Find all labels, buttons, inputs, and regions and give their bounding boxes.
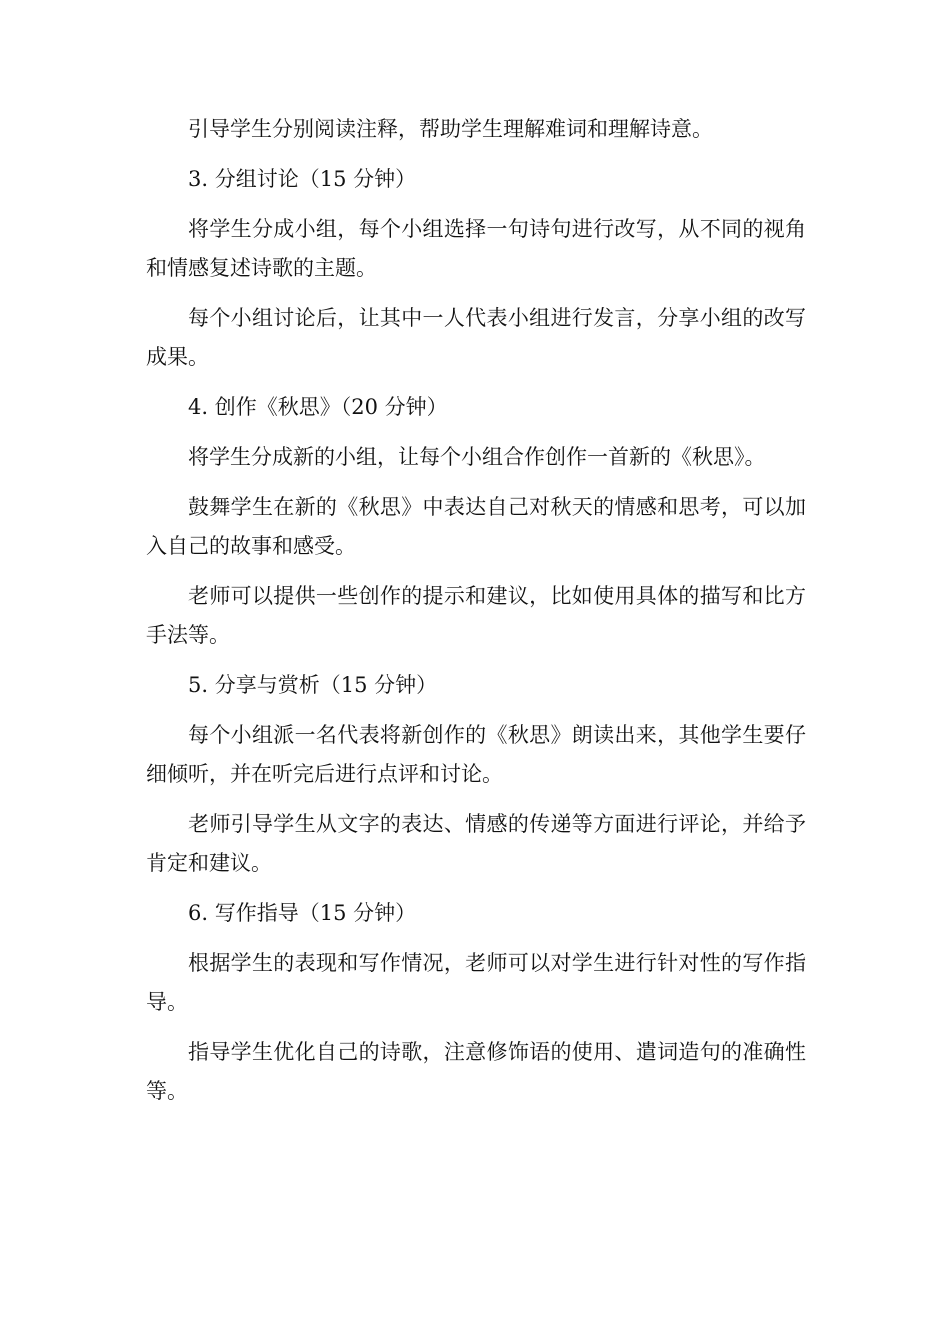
document-body xyxy=(146,110,806,1122)
paragraph-group-presentation: 每个小组讨论后，让其中一人代表小组进行发言，分享小组的改写成果。 xyxy=(146,306,806,369)
section-heading-writing-guidance: 6. 写作指导（15 分钟） xyxy=(188,901,417,925)
paragraph-targeted-guidance: 根据学生的表现和写作情况，老师可以对学生进行针对性的写作指导。 xyxy=(146,951,806,1014)
paragraph-encourage-expression: 鼓舞学生在新的《秋思》中表达自己对秋天的情感和思考，可以加入自己的故事和感受。 xyxy=(146,495,806,558)
paragraph-new-groups: 将学生分成新的小组，让每个小组合作创作一首新的《秋思》。 xyxy=(188,445,766,469)
paragraph-group-rewrite: 将学生分成小组，每个小组选择一句诗句进行改写，从不同的视角和情感复述诗歌的主题。 xyxy=(146,217,806,280)
paragraph-optimize-poem: 指导学生优化自己的诗歌，注意修饰语的使用、遣词造句的准确性等。 xyxy=(146,1040,806,1103)
paragraph-teacher-hints: 老师可以提供一些创作的提示和建议，比如使用具体的描写和比方手法等。 xyxy=(146,584,806,647)
section-heading-group-discussion: 3. 分组讨论（15 分钟） xyxy=(188,167,417,191)
section-heading-create-poem: 4. 创作《秋思》（20 分钟） xyxy=(188,395,448,419)
section-heading-share-appreciate: 5. 分享与赏析（15 分钟） xyxy=(188,673,438,697)
paragraph-read-aloud: 每个小组派一名代表将新创作的《秋思》朗读出来，其他学生要仔细倾听，并在听完后进行点评和讨论。 xyxy=(146,723,806,786)
paragraph-teacher-review: 老师引导学生从文字的表达、情感的传递等方面进行评论，并给予肯定和建议。 xyxy=(146,812,806,875)
paragraph-reading-notes: 引导学生分别阅读注释，帮助学生理解难词和理解诗意。 xyxy=(188,117,713,141)
